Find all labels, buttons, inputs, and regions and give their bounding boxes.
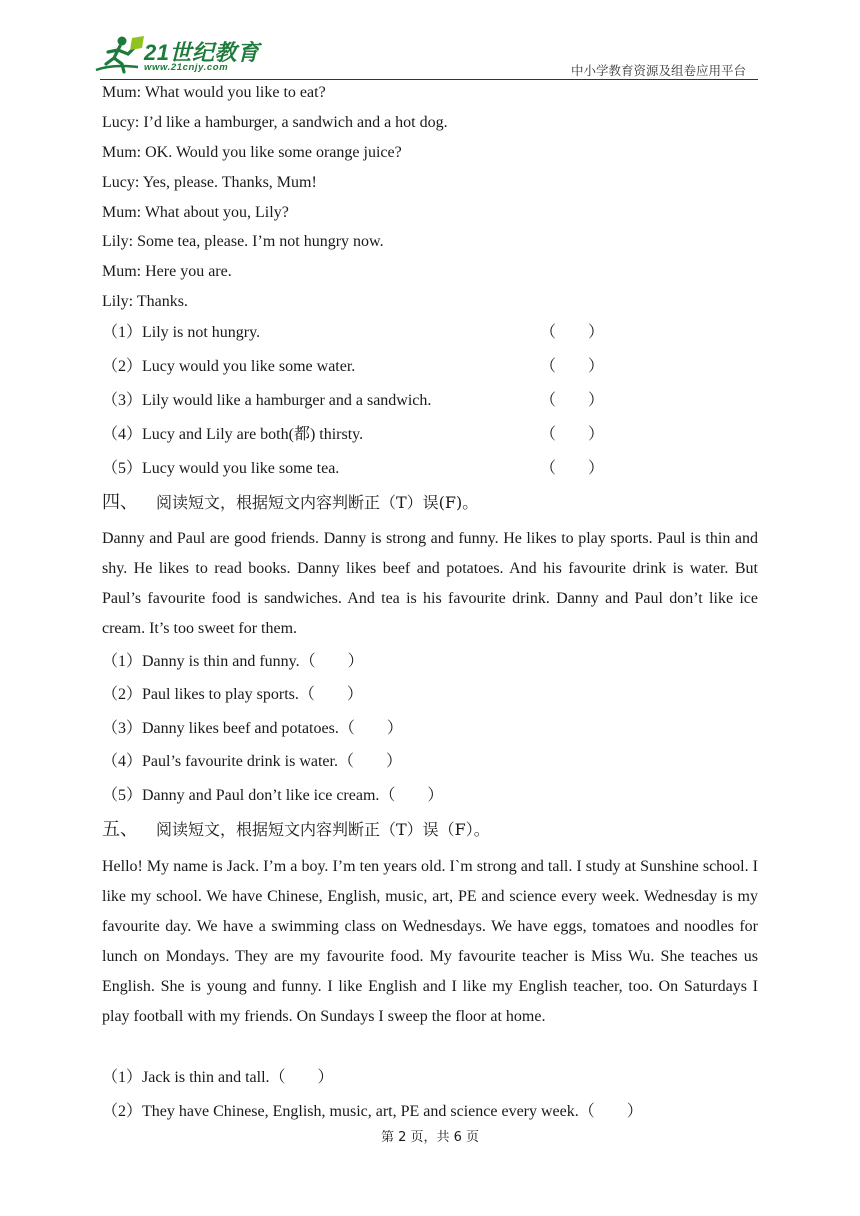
section-title: 阅读短文，根据短文内容判断正（T）误（F）。 bbox=[156, 820, 490, 839]
question-item: （5）Danny and Paul don’t like ice cream.（ ） bbox=[102, 787, 444, 804]
answer-blank[interactable]: （ ） bbox=[540, 426, 605, 443]
answer-blank[interactable]: （ ） bbox=[540, 324, 605, 341]
question-item: （2）They have Chinese, English, music, art, PE and science every week.（ ） bbox=[102, 1103, 643, 1120]
dialogue-line: Mum: OK. Would you like some orange juice? bbox=[102, 144, 402, 161]
logo-text: 21世纪教育 bbox=[144, 40, 260, 65]
section-title: 阅读短文，根据短文内容判断正（T）误(F)。 bbox=[156, 493, 479, 512]
section-5-heading bbox=[102, 819, 490, 841]
answer-blank[interactable]: （ ） bbox=[540, 460, 605, 477]
site-logo bbox=[92, 34, 262, 78]
dialogue-line: Lily: Thanks. bbox=[102, 293, 188, 310]
logo-url: www.21cnjy.com bbox=[144, 62, 229, 73]
runner-logo-icon bbox=[92, 34, 148, 78]
dialogue-line: Mum: What would you like to eat? bbox=[102, 84, 326, 101]
platform-name: 中小学教育资源及组卷应用平台 bbox=[570, 63, 746, 78]
section-4-heading bbox=[102, 492, 478, 514]
question-item: （2）Lucy would you like some water. bbox=[102, 358, 356, 375]
section-4-passage bbox=[102, 524, 758, 644]
dialogue-line: Lily: Some tea, please. I’m not hungry now. bbox=[102, 233, 384, 250]
passage-text: Hello! My name is Jack. I’m a boy. I’m ten years old. I`m strong and tall. I study at Sunshine school. I like my school. We have Chinese, English, music, art, PE and science every week. Wednesday is my favourite day. We have a swimming class on Wednesdays. We have eggs, tomatoes and noodles for lunch on Mondays. They are my favourite food. My favourite teacher is Miss Wu. She teaches us English. She is young and funny. I like English and I like my English teacher, too. On Saturdays I play football with my friends. On Sundays I sweep the floor at home. bbox=[102, 858, 758, 1025]
section-number: 五、 bbox=[102, 819, 138, 840]
question-item: （3）Lily would like a hamburger and a sandwich. bbox=[102, 392, 432, 409]
section-number: 四、 bbox=[102, 492, 138, 513]
dialogue-line: Mum: Here you are. bbox=[102, 263, 232, 280]
dialogue-line: Lucy: I’d like a hamburger, a sandwich and a hot dog. bbox=[102, 114, 448, 131]
question-item: （4）Lucy and Lily are both(都) thirsty. bbox=[102, 426, 364, 443]
answer-blank[interactable]: （ ） bbox=[540, 358, 605, 375]
question-item: （1）Jack is thin and tall.（ ） bbox=[102, 1069, 334, 1086]
dialogue-line: Lucy: Yes, please. Thanks, Mum! bbox=[102, 174, 317, 191]
passage-text: Danny and Paul are good friends. Danny is strong and funny. He likes to play sports. Paul is thin and shy. He likes to read books. Danny likes beef and potatoes. And his favourite drink is water. But Paul’s favourite food is sandwiches. And tea is his favourite drink. Danny and Paul don’t like ice cream. It’s too sweet for them. bbox=[102, 530, 758, 637]
question-item: （2）Paul likes to play sports.（ ） bbox=[102, 686, 363, 703]
question-item: （3）Danny likes beef and potatoes.（ ） bbox=[102, 720, 403, 737]
page-number: 第 2 页，共 6 页 bbox=[380, 1130, 480, 1145]
header-divider bbox=[100, 79, 758, 80]
question-item: （1）Danny is thin and funny.（ ） bbox=[102, 653, 364, 670]
section-5-passage bbox=[102, 852, 758, 1032]
question-item: （1）Lily is not hungry. bbox=[102, 324, 261, 341]
question-item: （5）Lucy would you like some tea. bbox=[102, 460, 340, 477]
dialogue-line: Mum: What about you, Lily? bbox=[102, 204, 289, 221]
question-item: （4）Paul’s favourite drink is water.（ ） bbox=[102, 753, 402, 770]
answer-blank[interactable]: （ ） bbox=[540, 392, 605, 409]
